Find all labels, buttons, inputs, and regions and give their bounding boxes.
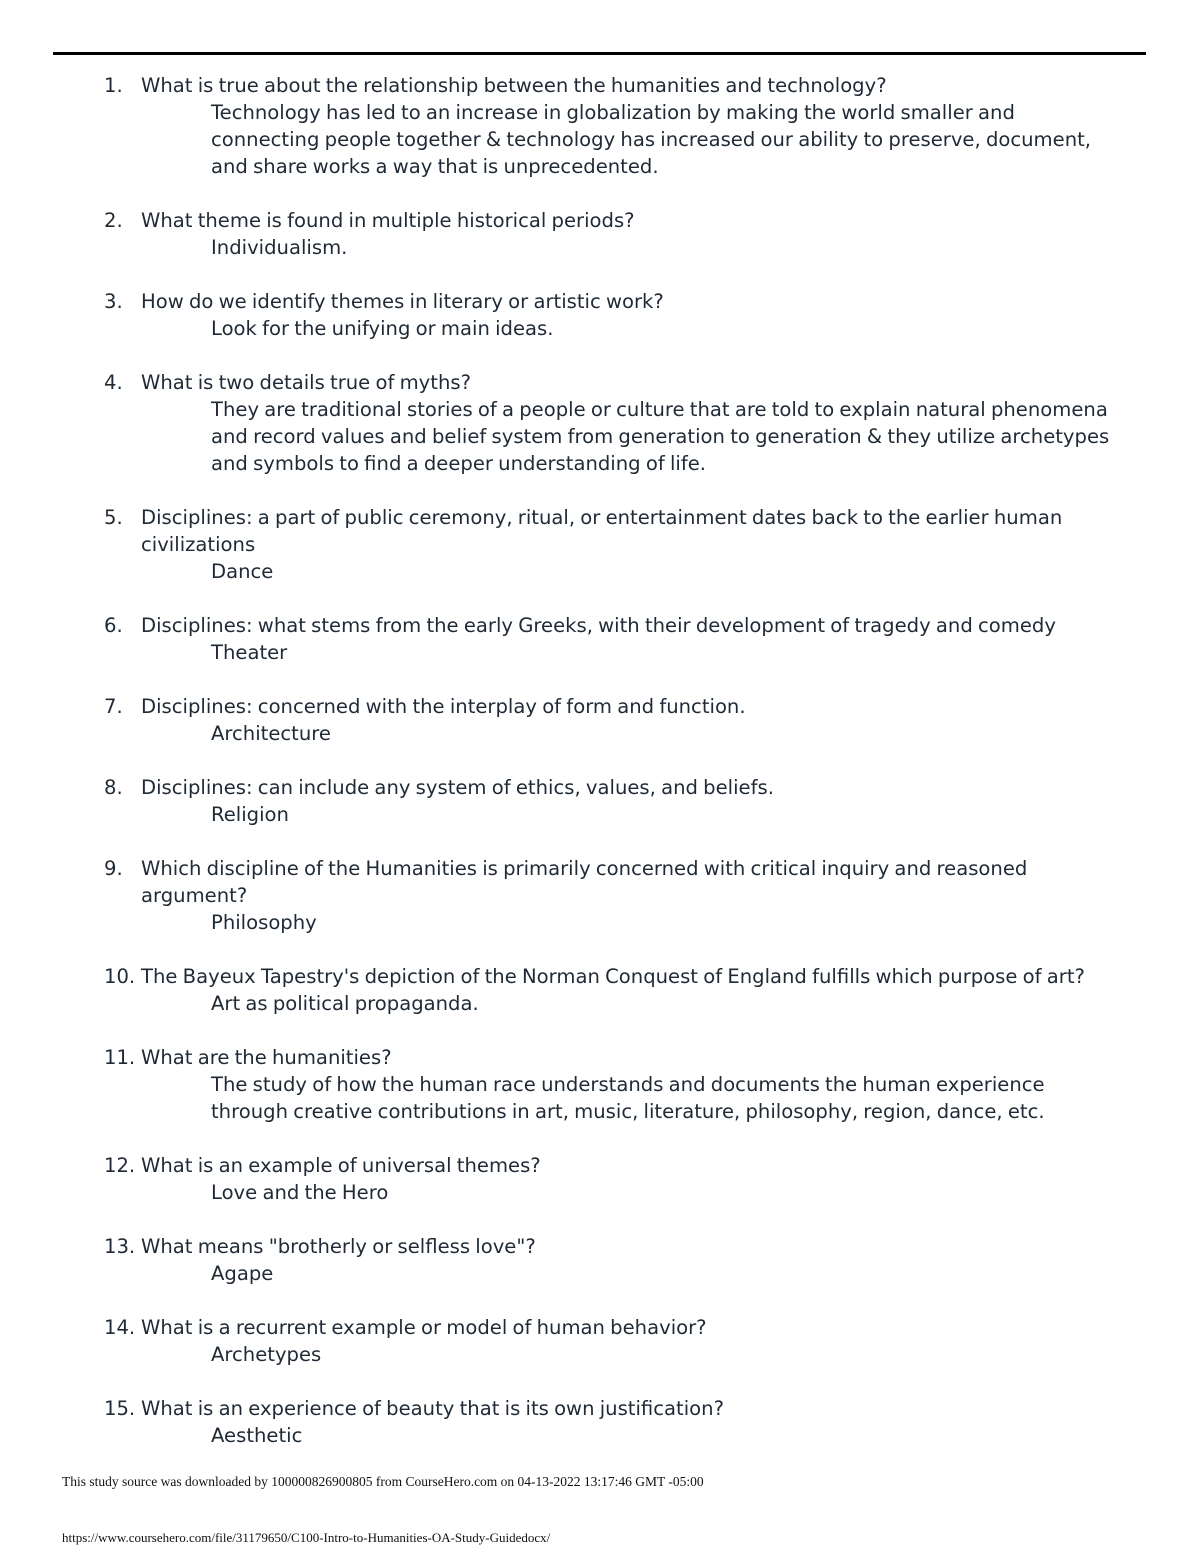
study-guide-list bbox=[0, 72, 1200, 1449]
question-text: How do we identify themes in literary or artistic work? bbox=[141, 290, 664, 313]
answer-text: Individualism. bbox=[211, 236, 348, 259]
list-item bbox=[0, 1152, 1200, 1206]
list-item bbox=[0, 72, 1200, 180]
list-item bbox=[0, 612, 1200, 666]
answer-text: Theater bbox=[211, 641, 288, 664]
item-number: 14. bbox=[104, 1316, 136, 1339]
list-item bbox=[0, 774, 1200, 828]
answer-text: They are traditional stories of a people or culture that are told to explain natural phenomena and record values and belief system from generation to generation & they utilize archetypes and symbols to find a deeper understanding of life. bbox=[211, 398, 1110, 475]
item-number: 15. bbox=[104, 1397, 136, 1420]
item-number: 4. bbox=[104, 371, 123, 394]
question-text: Disciplines: concerned with the interplay of form and function. bbox=[141, 695, 746, 718]
question-text: What theme is found in multiple historical periods? bbox=[141, 209, 635, 232]
top-horizontal-rule bbox=[53, 52, 1146, 55]
list-item bbox=[0, 1395, 1200, 1449]
question-text: What is an experience of beauty that is its own justification? bbox=[141, 1397, 724, 1420]
question-text: Disciplines: what stems from the early Greeks, with their development of tragedy and comedy bbox=[141, 614, 1056, 637]
answer-text: Love and the Hero bbox=[211, 1181, 389, 1204]
answer-text: Philosophy bbox=[211, 911, 317, 934]
question-text: Which discipline of the Humanities is primarily concerned with critical inquiry and reasoned argument? bbox=[141, 857, 1028, 907]
item-number: 2. bbox=[104, 209, 123, 232]
list-item bbox=[0, 288, 1200, 342]
item-number: 13. bbox=[104, 1235, 136, 1258]
list-item bbox=[0, 369, 1200, 477]
item-number: 5. bbox=[104, 506, 123, 529]
download-source-note: This study source was downloaded by 100000826900805 from CourseHero.com on 04-13-2022 13:17:46 GMT -05:00 bbox=[62, 1474, 710, 1490]
item-number: 7. bbox=[104, 695, 123, 718]
item-number: 9. bbox=[104, 857, 123, 880]
item-number: 12. bbox=[104, 1154, 136, 1177]
list-item bbox=[0, 1233, 1200, 1287]
answer-text: Agape bbox=[211, 1262, 274, 1285]
question-text: What is a recurrent example or model of human behavior? bbox=[141, 1316, 707, 1339]
answer-text: The study of how the human race understands and documents the human experience through creative contributions in art, music, literature, philosophy, region, dance, etc. bbox=[211, 1073, 1045, 1123]
answer-text: Art as political propaganda. bbox=[211, 992, 479, 1015]
source-url: https://www.coursehero.com/file/31179650/C100-Intro-to-Humanities-OA-Study-Guidedocx/ bbox=[62, 1530, 551, 1545]
answer-text: Religion bbox=[211, 803, 289, 826]
answer-text: Archetypes bbox=[211, 1343, 322, 1366]
list-item bbox=[0, 1314, 1200, 1368]
question-text: What means "brotherly or selfless love"? bbox=[141, 1235, 536, 1258]
answer-text: Aesthetic bbox=[211, 1424, 303, 1447]
item-number: 11. bbox=[104, 1046, 136, 1069]
question-text: Disciplines: a part of public ceremony, ritual, or entertainment dates back to the earlier human civilizations bbox=[141, 506, 1063, 556]
item-number: 6. bbox=[104, 614, 123, 637]
question-text: The Bayeux Tapestry's depiction of the Norman Conquest of England fulfills which purpose of art? bbox=[141, 965, 1085, 988]
question-text: What are the humanities? bbox=[141, 1046, 392, 1069]
question-text: What is true about the relationship between the humanities and technology? bbox=[141, 74, 887, 97]
question-text: Disciplines: can include any system of ethics, values, and beliefs. bbox=[141, 776, 774, 799]
item-number: 10. bbox=[104, 965, 136, 988]
answer-text: Dance bbox=[211, 560, 274, 583]
question-text: What is two details true of myths? bbox=[141, 371, 471, 394]
list-item bbox=[0, 963, 1200, 1017]
list-item bbox=[0, 855, 1200, 936]
answer-text: Technology has led to an increase in globalization by making the world smaller and connecting people together & technology has increased our ability to preserve, document, and share works a way that is unprecedented. bbox=[211, 101, 1092, 178]
item-number: 8. bbox=[104, 776, 123, 799]
item-number: 1. bbox=[104, 74, 123, 97]
list-item bbox=[0, 207, 1200, 261]
item-number: 3. bbox=[104, 290, 123, 313]
list-item bbox=[0, 693, 1200, 747]
answer-text: Architecture bbox=[211, 722, 331, 745]
list-item bbox=[0, 504, 1200, 585]
question-text: What is an example of universal themes? bbox=[141, 1154, 541, 1177]
list-item bbox=[0, 1044, 1200, 1125]
answer-text: Look for the unifying or main ideas. bbox=[211, 317, 554, 340]
